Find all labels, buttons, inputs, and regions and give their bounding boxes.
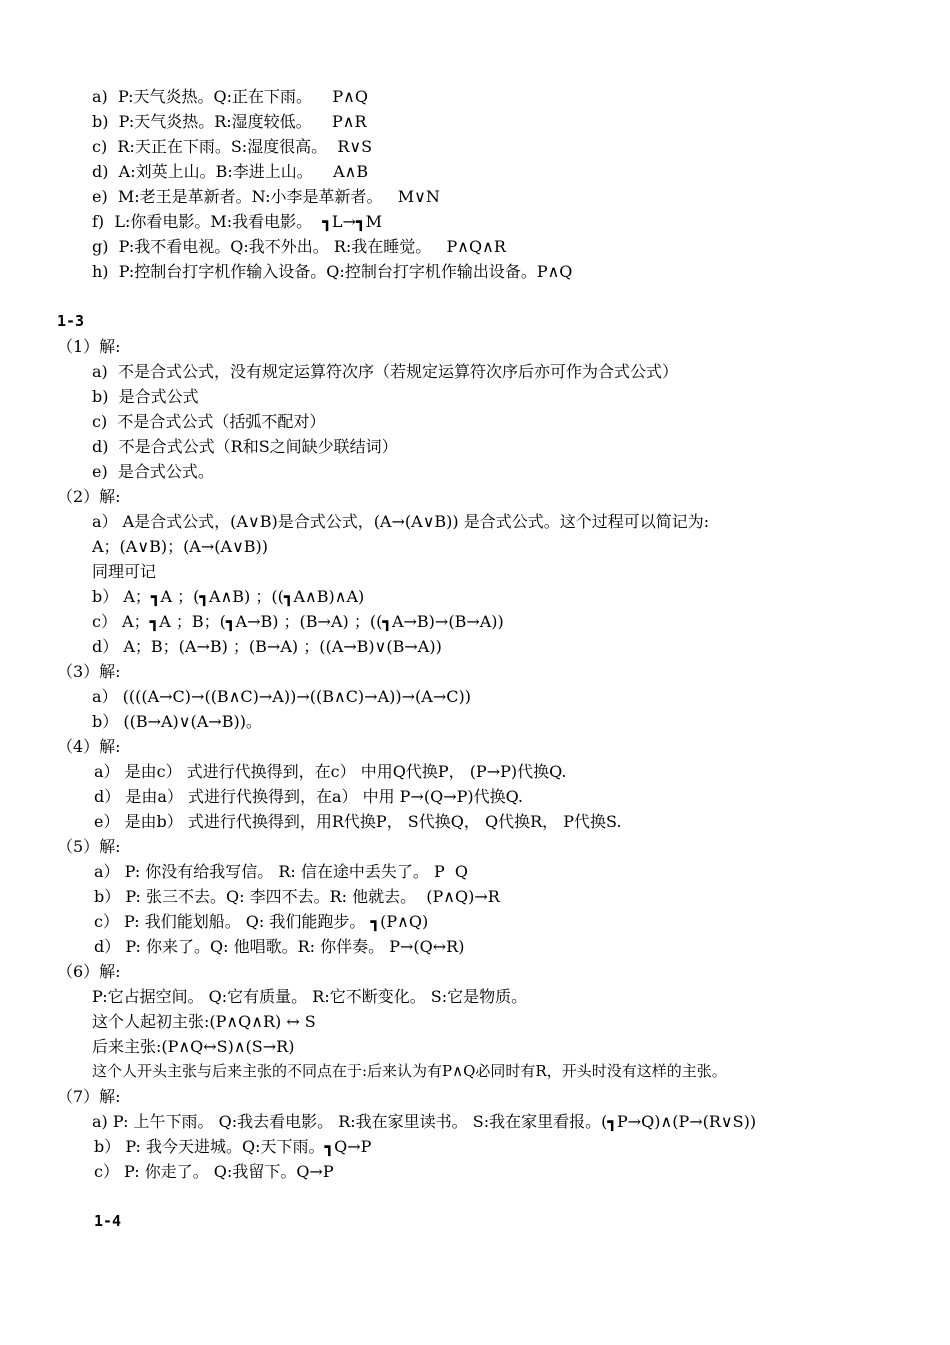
part1-item-d: d) 不是合式公式（R和S之间缺少联结词） [92,437,398,456]
part7-item-c: c） P: 你走了。 Q:我留下。Q→P [94,1162,334,1181]
part7-item-b: b） P: 我今天进城。Q:天下雨。┓Q→P [94,1137,372,1156]
s12-item-c: c) R:天正在下雨。S:湿度很高。 R∨S [92,137,373,156]
part4-item-e: e） 是由b） 式进行代换得到，用R代换P， S代换Q， Q代换R， P代换S. [94,812,622,831]
part2-item-d: d） A；B；(A→B) ；(B→A) ；((A→B)∨(B→A)) [92,637,442,656]
part4-item-d: d） 是由a） 式进行代换得到，在a） 中用 P→(Q→P)代换Q. [94,787,524,806]
part2-item-a: a） A是合式公式，(A∨B)是合式公式，(A→(A∨B)) 是合式公式。这个过程可以简记为: [92,512,710,531]
s12-item-b: b) P:天气炎热。R:湿度较低。 P∧R [92,112,367,131]
s12-item-h: h) P:控制台打字机作输入设备。Q:控制台打字机作输出设备。P∧Q [92,262,573,281]
part2-item-c: c） A；┓A ；B；(┓A→B) ；(B→A) ；((┓A→B)→(B→A)) [92,612,504,631]
part1-item-c: c) 不是合式公式（括弧不配对） [92,412,326,431]
part7-label: （7）解: [57,1087,121,1106]
s12-item-g: g) P:我不看电视。Q:我不外出。 R:我在睡觉。 P∧Q∧R [92,237,506,256]
part6-line-1: P:它占据空间。 Q:它有质量。 R:它不断变化。 S:它是物质。 [92,987,528,1006]
part6-line-2: 这个人起初主张:(P∧Q∧R) ↔ S [92,1012,316,1031]
part2-item-b: b） A；┓A ；(┓A∧B) ；((┓A∧B)∧A) [92,587,365,606]
part3-item-a: a） ((((A→C)→((B∧C)→A))→((B∧C)→A))→(A→C)) [92,687,471,706]
part1-item-e: e) 是合式公式。 [92,462,214,481]
part7-item-a: a) P: 上午下雨。 Q:我去看电影。 R:我在家里读书。 S:我在家里看报。(┓P→Q)∧(P→(R∨S)) [92,1112,757,1131]
part5-item-c: c） P: 我们能划船。 Q: 我们能跑步。 ┓(P∧Q) [94,912,429,931]
part6-line-3: 后来主张:(P∧Q↔S)∧(S→R) [92,1037,295,1056]
part4-item-a: a） 是由c） 式进行代换得到，在c） 中用Q代换P， (P→P)代换Q. [94,762,567,781]
part6-label: （6）解: [57,962,121,981]
part4-label: （4）解: [57,737,121,756]
section-heading-1-3: 1-3 [57,312,85,330]
part6-line-4: 这个人开头主张与后来主张的不同点在于:后来认为有P∧Q必同时有R，开头时没有这样的主张。 [92,1062,727,1080]
part2-item-a-summary: A；(A∨B)；(A→(A∨B)) [92,537,269,556]
section-heading-1-4: 1-4 [94,1212,122,1230]
part5-item-d: d） P: 你来了。Q: 他唱歌。R: 你伴奏。 P→(Q↔R) [94,937,465,956]
part3-label: （3）解: [57,662,121,681]
part1-label: （1）解: [57,337,121,356]
s12-item-e: e) M:老王是革新者。N:小李是革新者。 M∨N [92,187,440,206]
part2-label: （2）解: [57,487,121,506]
part1-item-a: a) 不是合式公式，没有规定运算符次序（若规定运算符次序后亦可作为合式公式） [92,362,678,381]
part3-item-b: b） ((B→A)∨(A→B))。 [92,712,262,731]
part5-item-a: a） P: 你没有给我写信。 R: 信在途中丢失了。 P Q [94,862,469,881]
part5-item-b: b） P: 张三不去。Q: 李四不去。R: 他就去。 (P∧Q)→R [94,887,500,906]
part2-note: 同理可记 [92,562,157,581]
s12-item-d: d) A:刘英上山。B:李进上山。 A∧B [92,162,369,181]
part1-item-b: b) 是合式公式 [92,387,199,406]
s12-item-a: a) P:天气炎热。Q:正在下雨。 P∧Q [92,87,368,106]
s12-item-f: f) L:你看电影。M:我看电影。 ┓L→┓M [92,212,382,231]
part5-label: （5）解: [57,837,121,856]
